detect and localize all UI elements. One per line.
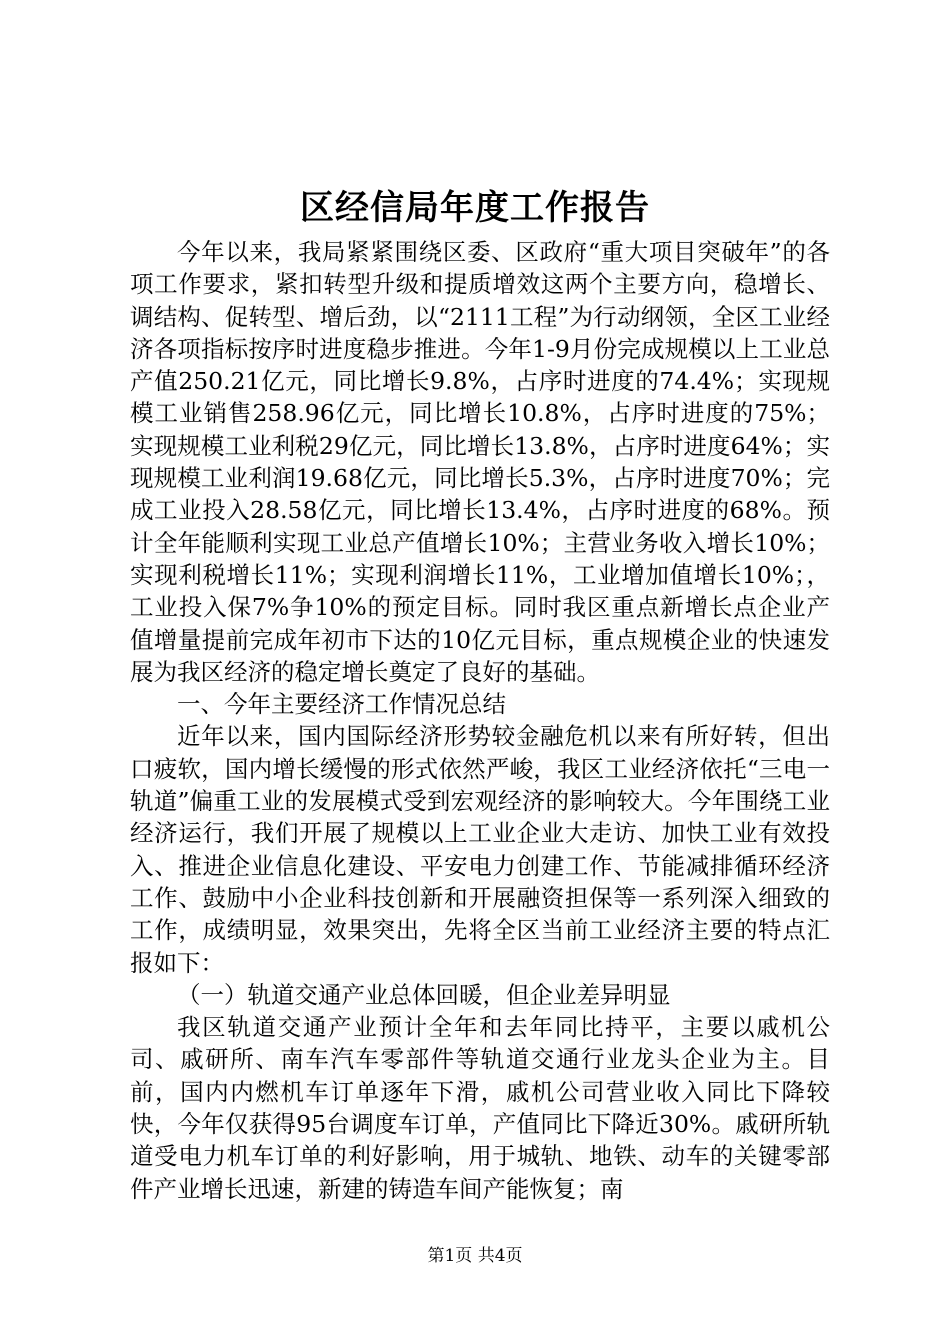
intro-paragraph: 今年以来，我局紧紧围绕区委、区政府“重大项目突破年”的各项工作要求，紧扣转型升级和提质增效这两个主要方向，稳增长、调结构、促转型、增后劲，以“2111工程”为行动纲领，全区工业经济各项指标按序时进度稳步推进。今年1-9月份完成规模以上工业总产值250.21亿元，同比增长9.8%，占序时进度的74.4%；实现规模工业销售258.96亿元，同比增长10.8%，占序时进度的75%；实现规模工业利税29亿元，同比增长13.8%，占序时进度64%；实现规模工业利润19.68亿元，同比增长5.3%，占序时进度70%；完成工业投入28.58亿元，同比增长13.4%，占序时进度的68%。预计全年能顺利实现工业总产值增长10%；主营业务收入增长10%；实现利税增长11%；实现利润增长11%，工业增加值增长10%；，工业投入保7%争10%的预定目标。同时我区重点新增长点企业产值增量提前完成年初市下达的10亿元目标，重点规模企业的快速发展为我区经济的稳定增长奠定了良好的基础。: [130, 238, 830, 686]
section-heading-1: 一、今年主要经济工作情况总结: [177, 690, 506, 719]
document-title: 区经信局年度工作报告: [300, 188, 650, 228]
section-1-paragraph: 近年以来，国内国际经济形势较金融危机以来有所好转，但出口疲软，国内增长缓慢的形式依然严峻，我区工业经济依托“三电一轨道”偏重工业的发展模式受到宏观经济的影响较大。今年围绕工业经济运行，我们开展了规模以上工业企业大走访、加快工业有效投入、推进企业信息化建设、平安电力创建工作、节能减排循环经济工作、鼓励中小企业科技创新和开展融资担保等一系列深入细致的工作，成绩明显，效果突出，先将全区当前工业经济主要的特点汇报如下：: [130, 722, 830, 977]
subsection-heading-1: （一）轨道交通产业总体回暖，但企业差异明显: [177, 980, 671, 1009]
page-footer: 第1页 共4页: [427, 1246, 523, 1266]
document-body: [130, 236, 830, 1205]
subsection-1-paragraph: 我区轨道交通产业预计全年和去年同比持平，主要以戚机公司、戚研所、南车汽车零部件等轨道交通行业龙头企业为主。目前，国内内燃机车订单逐年下滑，戚机公司营业收入同比下降较快，今年仅获得95台调度车订单，产值同比下降近30%。戚研所轨道受电力机车订单的利好影响，用于城轨、地铁、动车的关键零部件产业增长迅速，新建的铸造车间产能恢复；南: [130, 1013, 830, 1203]
